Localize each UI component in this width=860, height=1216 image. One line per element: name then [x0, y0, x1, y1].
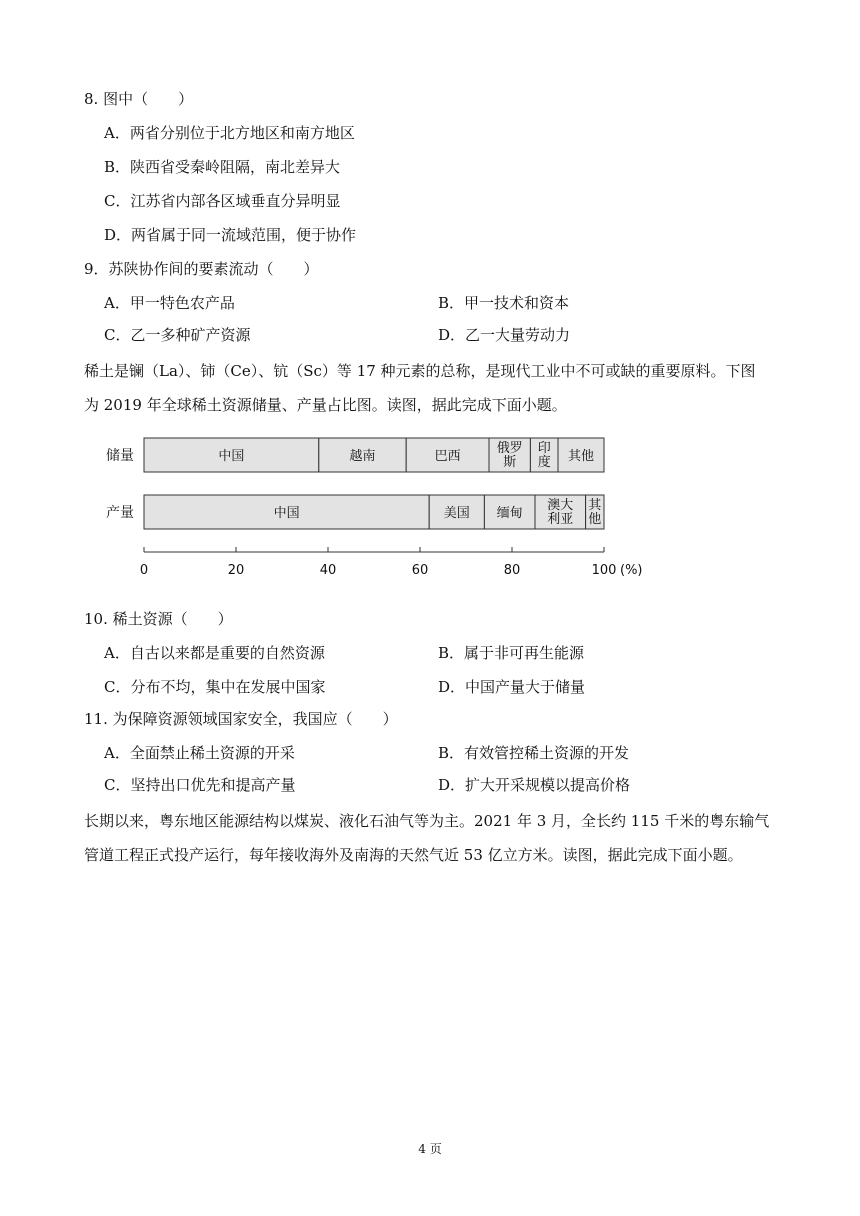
- question-10-option-c: C．分布不均，集中在发展中国家: [104, 678, 326, 696]
- question-8-option-a: A．两省分别位于北方地区和南方地区: [104, 124, 355, 142]
- question-11-option-b: B．有效管控稀土资源的开发: [438, 744, 630, 762]
- segment-label: 巴西: [434, 449, 461, 464]
- segment-label: 缅甸: [496, 506, 523, 521]
- question-9-option-c: C．乙一多种矿产资源: [104, 326, 251, 344]
- segment-label: 印: [537, 441, 551, 456]
- passage-rare-earth-line-2: 为 2019 年全球稀土资源储量、产量占比图。读图，据此完成下面小题。: [84, 396, 567, 414]
- question-10-option-d: D．中国产量大于储量: [438, 678, 586, 696]
- question-10-option-a: A．自古以来都是重要的自然资源: [104, 644, 325, 662]
- segment-label: 利亚: [547, 512, 574, 527]
- x-tick-label: 40: [319, 563, 337, 578]
- question-8-stem: 8. 图中（ ）: [84, 90, 194, 108]
- question-8-option-b: B．陕西省受秦岭阻隔，南北差异大: [104, 158, 341, 176]
- segment-label: 澳大: [547, 498, 574, 513]
- segment-label: 越南: [349, 449, 376, 464]
- rare-earth-share-chart: [92, 428, 672, 588]
- question-11-option-a: A．全面禁止稀土资源的开采: [104, 744, 295, 762]
- x-tick-label: 0: [139, 563, 149, 578]
- segment-label: 度: [537, 455, 551, 470]
- segment-label: 中国: [218, 449, 245, 464]
- x-unit-label: (%): [620, 563, 643, 578]
- x-tick-label: 20: [227, 563, 245, 578]
- x-tick-label: 60: [411, 563, 429, 578]
- segment-label: 美国: [443, 506, 470, 521]
- segment-label: 斯: [503, 455, 517, 470]
- question-8-option-c: C．江苏省内部各区域垂直分异明显: [104, 192, 341, 210]
- segment-label: 他: [588, 512, 602, 527]
- question-11-stem: 11. 为保障资源领域国家安全，我国应（ ）: [84, 710, 398, 728]
- question-11-option-d: D．扩大开采规模以提高价格: [438, 776, 631, 794]
- question-9-option-d: D．乙一大量劳动力: [438, 326, 571, 344]
- question-9-option-a: A．甲一特色农产品: [104, 294, 235, 312]
- x-tick-label: 100: [591, 563, 617, 578]
- passage-rare-earth-line-1: 稀土是镧（La）、铈（Ce）、钪（Sc）等 17 种元素的总称，是现代工业中不可或缺的重要原料。下图: [84, 362, 756, 380]
- segment-label: 俄罗: [496, 441, 523, 456]
- rare-earth-chart-svg: [92, 428, 672, 588]
- question-9-stem: 9．苏陕协作间的要素流动（ ）: [84, 260, 319, 278]
- segment-label: 其他: [567, 449, 595, 464]
- series-label: 储量: [106, 448, 134, 464]
- x-tick-label: 80: [503, 563, 521, 578]
- question-10-stem: 10. 稀土资源（ ）: [84, 610, 233, 628]
- question-8-option-d: D．两省属于同一流域范围，便于协作: [104, 226, 357, 244]
- series-label: 产量: [106, 505, 134, 521]
- question-11-option-c: C．坚持出口优先和提高产量: [104, 776, 296, 794]
- passage-gas-line-2: 管道工程正式投产运行，每年接收海外及南海的天然气近 53 亿立方米。读图，据此完成下面小题。: [84, 846, 743, 864]
- segment-label: 其: [588, 498, 602, 513]
- passage-gas-line-1: 长期以来，粤东地区能源结构以煤炭、液化石油气等为主。2021 年 3 月，全长约 115 千米的粤东输气: [84, 812, 770, 830]
- page-number: 4 页: [418, 1142, 442, 1156]
- segment-label: 中国: [273, 506, 300, 521]
- question-10-option-b: B．属于非可再生能源: [438, 644, 585, 662]
- question-9-option-b: B．甲一技术和资本: [438, 294, 570, 312]
